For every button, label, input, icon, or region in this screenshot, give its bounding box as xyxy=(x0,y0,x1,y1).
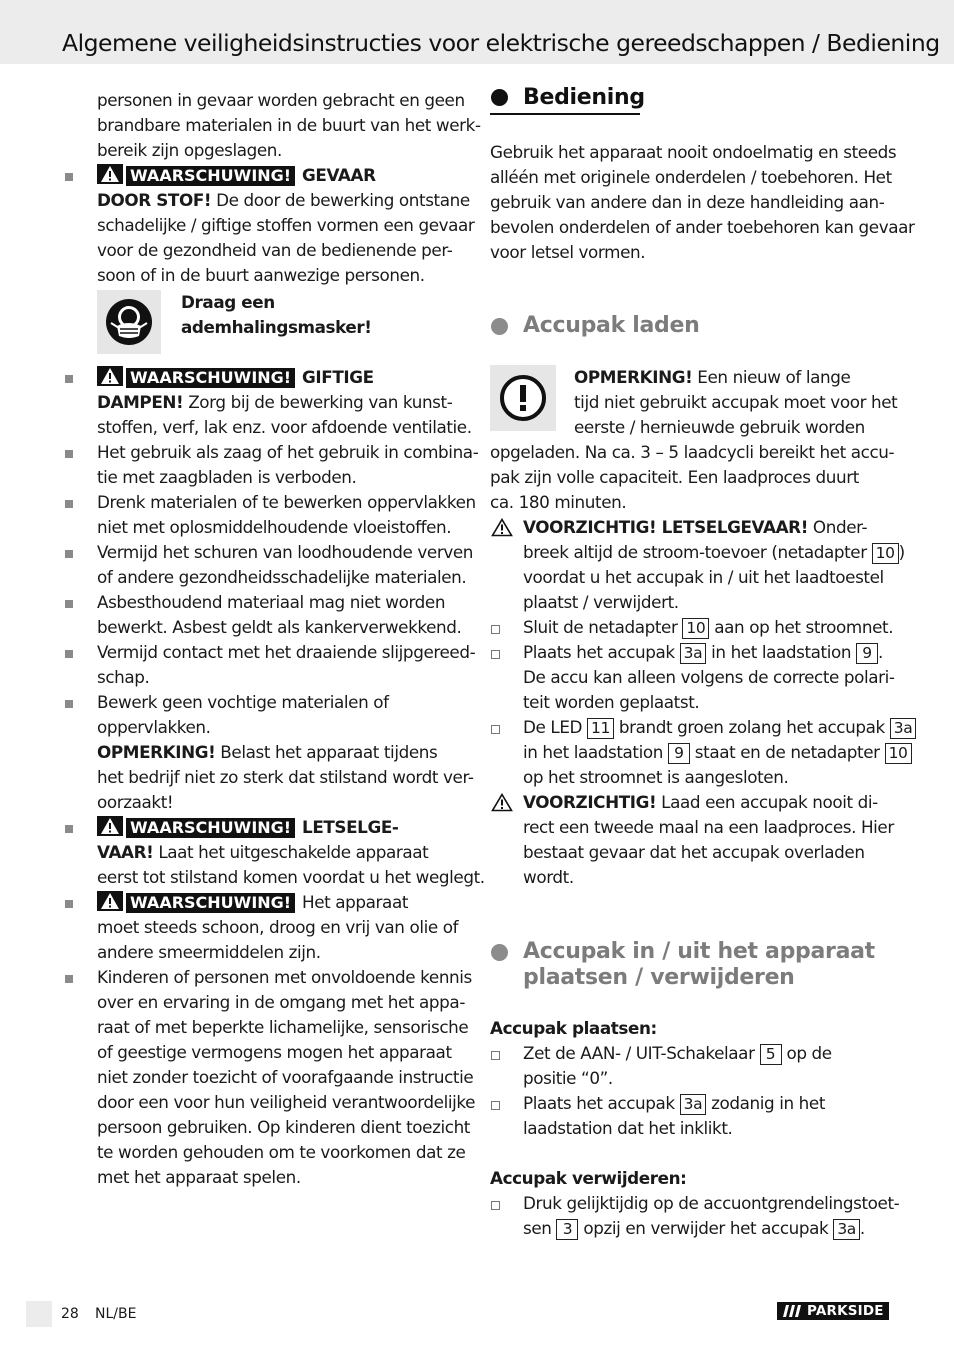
left-column xyxy=(62,88,485,1190)
checkbox-bullet-icon xyxy=(491,1051,500,1060)
text-line: positie “0”. xyxy=(523,1067,613,1088)
right-column xyxy=(490,84,915,1241)
text: ) xyxy=(898,541,905,562)
text-line: De accu kan alleen volgens de correcte polari- xyxy=(523,666,895,687)
note-label: OPMERKING! xyxy=(574,366,693,387)
checkbox-bullet-icon xyxy=(491,1201,500,1210)
caution-item xyxy=(490,515,900,540)
part-reference: 3a xyxy=(833,1219,860,1240)
text-line: gebruik van andere dan in deze handleiding aan- xyxy=(490,191,885,212)
note-lines xyxy=(574,365,897,440)
text: in het laadstation xyxy=(523,741,668,762)
language-code: NL/BE xyxy=(95,1306,137,1322)
checkbox-bullet-icon xyxy=(491,650,500,659)
text-line: voordat u het accupak in / uit het laadtoestel xyxy=(523,566,884,587)
step-item xyxy=(490,715,913,740)
text-line: over en ervaring in de omgang met het appa- xyxy=(97,992,465,1012)
text: Laad een accupak nooit di- xyxy=(656,791,878,812)
text-line xyxy=(574,365,897,390)
breathing-mask-icon xyxy=(97,290,161,354)
text: in het laadstation xyxy=(706,641,857,662)
text-line: tijd niet gebruikt accupak moet voor het xyxy=(574,391,898,412)
bold-text: DAMPEN! xyxy=(97,392,184,412)
caution-label: VOORZICHTIG! LETSELGEVAAR! xyxy=(523,516,808,537)
step-item xyxy=(490,1041,900,1066)
text-line: bereik zijn opgeslagen. xyxy=(97,140,282,160)
text-line: bewerkt. Asbest geldt als kankerverwekkend. xyxy=(97,617,462,637)
step-item xyxy=(490,640,900,665)
warning-title: GEVAAR xyxy=(302,165,376,185)
text-line xyxy=(490,540,905,565)
section-heading-accupak-laden xyxy=(490,313,900,339)
mask-line: Draag een xyxy=(181,292,275,312)
brand-name: PARKSIDE xyxy=(807,1303,884,1319)
text-line: opgeladen. Na ca. 3 – 5 laadcycli bereikt het accu- xyxy=(490,441,895,462)
heading-text: plaatsen / verwijderen xyxy=(523,964,795,990)
part-reference: 3 xyxy=(556,1219,578,1240)
list-item xyxy=(62,890,472,915)
part-reference: 5 xyxy=(760,1044,782,1065)
caution-triangle-icon xyxy=(491,793,513,812)
caution-label: VOORZICHTIG! xyxy=(523,791,657,812)
section-heading-bediening xyxy=(490,84,900,112)
text: op de xyxy=(781,1042,832,1063)
list-item xyxy=(62,640,476,665)
warning-badge: WAARSCHUWING! xyxy=(126,166,295,186)
mask-line: ademhalingsmasker! xyxy=(181,317,372,337)
step-item xyxy=(490,1191,900,1216)
text: Plaats het accupak xyxy=(523,641,680,662)
list-item xyxy=(62,540,472,565)
heading-text: Bediening xyxy=(523,85,645,110)
text-line: schadelijke / giftige stoffen vormen een gevaar xyxy=(97,215,475,235)
text: staat en de netadapter xyxy=(689,741,885,762)
section-bullet-icon xyxy=(491,318,508,335)
page-number: 28 xyxy=(61,1306,79,1322)
brand-logo xyxy=(777,1302,889,1320)
list-item xyxy=(62,815,472,840)
text-line: plaatst / verwijdert. xyxy=(523,591,679,612)
note-block xyxy=(490,365,900,440)
list-item xyxy=(62,440,479,465)
text: Vermijd contact met het draaiende slijpgereed- xyxy=(97,642,476,662)
heading-text: Accupak laden xyxy=(523,312,700,338)
checkbox-bullet-icon xyxy=(491,725,500,734)
bullet-icon xyxy=(65,173,73,181)
part-reference: 3a xyxy=(890,718,917,739)
text-line xyxy=(62,740,472,765)
text-line: eerste / hernieuwde gebruik worden xyxy=(574,416,865,437)
text-line: Gebruik het apparaat nooit ondoelmatig en steeds xyxy=(490,141,897,162)
text-line: moet steeds schoon, droog en vrij van olie of xyxy=(97,917,459,937)
text: Het apparaat xyxy=(302,892,409,912)
note-label: OPMERKING! xyxy=(97,742,216,762)
bullet-icon xyxy=(65,550,73,558)
part-reference: 11 xyxy=(587,718,614,739)
text: . xyxy=(859,1217,865,1238)
text-line: schap. xyxy=(97,667,150,687)
list-item xyxy=(62,690,472,715)
text-line xyxy=(62,390,472,415)
text-line: door een voor hun veiligheid verantwoordelijke xyxy=(97,1092,476,1112)
list-item xyxy=(62,590,472,615)
text-line: oorzaakt! xyxy=(97,792,174,812)
warning-triangle-icon xyxy=(97,891,123,911)
warning-badge: WAARSCHUWING! xyxy=(126,818,295,838)
text: opzij en verwijder het accupak xyxy=(578,1217,834,1238)
text-line: bevolen onderdelen of ander toebehoren kan gevaar xyxy=(490,216,915,237)
text-line: bestaat gevaar dat het accupak overladen xyxy=(523,841,865,862)
bullet-icon xyxy=(65,700,73,708)
footer-marker xyxy=(26,1301,52,1327)
part-reference: 10 xyxy=(682,618,709,639)
checkbox-bullet-icon xyxy=(491,625,500,634)
text: Bewerk geen vochtige materialen of xyxy=(97,692,389,712)
text: Zet de AAN- / UIT-Schakelaar xyxy=(523,1042,760,1063)
text-line: soon of in de buurt aanwezige personen. xyxy=(97,265,425,285)
text-line: teit worden geplaatst. xyxy=(523,691,700,712)
text: Onder- xyxy=(807,516,868,537)
text-line: of geestige vermogens mogen het apparaat xyxy=(97,1042,452,1062)
text: Druk gelijktijdig op de accuontgrendelingstoet- xyxy=(523,1192,900,1213)
bullet-icon xyxy=(65,500,73,508)
text-line: oppervlakken. xyxy=(97,717,211,737)
bullet-icon xyxy=(65,650,73,658)
bullet-icon xyxy=(65,375,73,383)
section-heading-accupak-plaatsen xyxy=(490,939,900,991)
text-line: wordt. xyxy=(523,866,574,887)
text: De door de bewerking ontstane xyxy=(211,190,470,210)
text-line: op het stroomnet is aangesloten. xyxy=(523,766,789,787)
text: . xyxy=(878,641,883,662)
caution-item xyxy=(490,790,900,815)
text-line: alléén met originele onderdelen / toebehoren. Het xyxy=(490,166,892,187)
bullet-icon xyxy=(65,975,73,983)
heading-text: Accupak in / uit het apparaat xyxy=(523,938,875,964)
text-line xyxy=(62,840,472,865)
subheading: Accupak plaatsen: xyxy=(490,1017,657,1038)
list-item xyxy=(62,365,472,390)
text-line: rect een tweede maal na een laadproces. Hier xyxy=(523,816,894,837)
text-line: laadstation dat het inklikt. xyxy=(523,1117,733,1138)
part-reference: 3a xyxy=(680,1094,707,1115)
exclamation-icon xyxy=(490,365,556,431)
text: aan op het stroomnet. xyxy=(709,616,894,637)
bold-text: DOOR STOF! xyxy=(97,190,212,210)
text-line: tie met zaagbladen is verboden. xyxy=(97,467,357,487)
list-item xyxy=(62,965,472,990)
warning-triangle-icon xyxy=(97,816,123,836)
text-line: te worden gehouden om te voorkomen dat ze xyxy=(97,1142,466,1162)
text: brandt groen zolang het accupak xyxy=(613,716,890,737)
text-line: persoon gebruiken. Op kinderen dient toezicht xyxy=(97,1117,470,1137)
text: De LED xyxy=(523,716,587,737)
mask-instruction xyxy=(62,290,472,362)
logo-stripes-icon xyxy=(782,1302,802,1320)
text-line: pak zijn volle capaciteit. Een laadproces duurt xyxy=(490,466,859,487)
text: Asbesthoudend materiaal mag niet worden xyxy=(97,592,446,612)
text-line: het bedrijf niet zo sterk dat stilstand wordt ver- xyxy=(97,767,474,787)
text-line: stoffen, verf, lak enz. voor afdoende ventilatie. xyxy=(97,417,472,437)
text-line: niet zonder toezicht of voorafgaande instructie xyxy=(97,1067,474,1087)
text-line: andere smeermiddelen zijn. xyxy=(97,942,321,962)
text: Sluit de netadapter xyxy=(523,616,683,637)
bullet-icon xyxy=(65,600,73,608)
text: zodanig in het xyxy=(706,1092,826,1113)
text-line: personen in gevaar worden gebracht en geen xyxy=(97,90,465,110)
text: Zorg bij de bewerking van kunst- xyxy=(183,392,453,412)
text: breek altijd de stroom-toevoer (netadapter xyxy=(523,541,872,562)
text: Een nieuw of lange xyxy=(692,366,851,387)
list-item xyxy=(62,490,476,515)
bullet-icon xyxy=(65,450,73,458)
part-reference: 9 xyxy=(856,643,878,664)
text-line: of andere gezondheidsschadelijke materialen. xyxy=(97,567,467,587)
warning-badge: WAARSCHUWING! xyxy=(126,893,295,913)
caution-triangle-icon xyxy=(491,518,513,537)
page-title: Algemene veiligheidsinstructies voor elektrische gereedschappen / Bediening xyxy=(62,29,940,57)
text-line: raat of met beperkte lichamelijke, sensorische xyxy=(97,1017,469,1037)
bullet-icon xyxy=(65,825,73,833)
text: Laat het uitgeschakelde apparaat xyxy=(153,842,429,862)
warning-badge: WAARSCHUWING! xyxy=(126,368,295,388)
part-reference: 9 xyxy=(668,743,690,764)
mask-text xyxy=(181,290,372,340)
text: Vermijd het schuren van loodhoudende verven xyxy=(97,542,474,562)
text-line: ca. 180 minuten. xyxy=(490,491,627,512)
part-reference: 3a xyxy=(680,643,707,664)
warning-title: GIFTIGE xyxy=(302,367,374,387)
section-bullet-icon xyxy=(491,89,508,106)
checkbox-bullet-icon xyxy=(491,1101,500,1110)
section-bullet-icon xyxy=(491,944,508,961)
subheading: Accupak verwijderen: xyxy=(490,1167,687,1188)
text: Plaats het accupak xyxy=(523,1092,680,1113)
text-line: voor letsel vormen. xyxy=(490,241,646,262)
text-line xyxy=(490,740,908,765)
step-item xyxy=(490,615,900,640)
part-reference: 10 xyxy=(885,743,912,764)
text-line: met het apparaat spelen. xyxy=(97,1167,301,1187)
warning-title: LETSELGE- xyxy=(302,817,399,837)
warning-triangle-icon xyxy=(97,164,123,184)
list-item xyxy=(62,163,472,188)
step-item xyxy=(490,1091,900,1116)
warning-triangle-icon xyxy=(97,366,123,386)
text: Kinderen of personen met onvoldoende kennis xyxy=(97,967,472,987)
text: Belast het apparaat tijdens xyxy=(215,742,438,762)
text-line: niet met oplosmiddelhoudende vloeistoffen. xyxy=(97,517,452,537)
text-line: brandbare materialen in de buurt van het werk- xyxy=(97,115,481,135)
text-line xyxy=(490,1216,900,1241)
bold-text: VAAR! xyxy=(97,842,154,862)
text: Drenk materialen of te bewerken oppervlakken xyxy=(97,492,476,512)
text: sen xyxy=(523,1217,557,1238)
part-reference: 10 xyxy=(872,543,899,564)
text-line xyxy=(62,188,472,213)
bullet-icon xyxy=(65,900,73,908)
text-line: voor de gezondheid van de bedienende per- xyxy=(97,240,453,260)
text-line: eerst tot stilstand komen voordat u het weglegt. xyxy=(97,867,485,887)
text: Het gebruik als zaag of het gebruik in combina- xyxy=(97,442,479,462)
